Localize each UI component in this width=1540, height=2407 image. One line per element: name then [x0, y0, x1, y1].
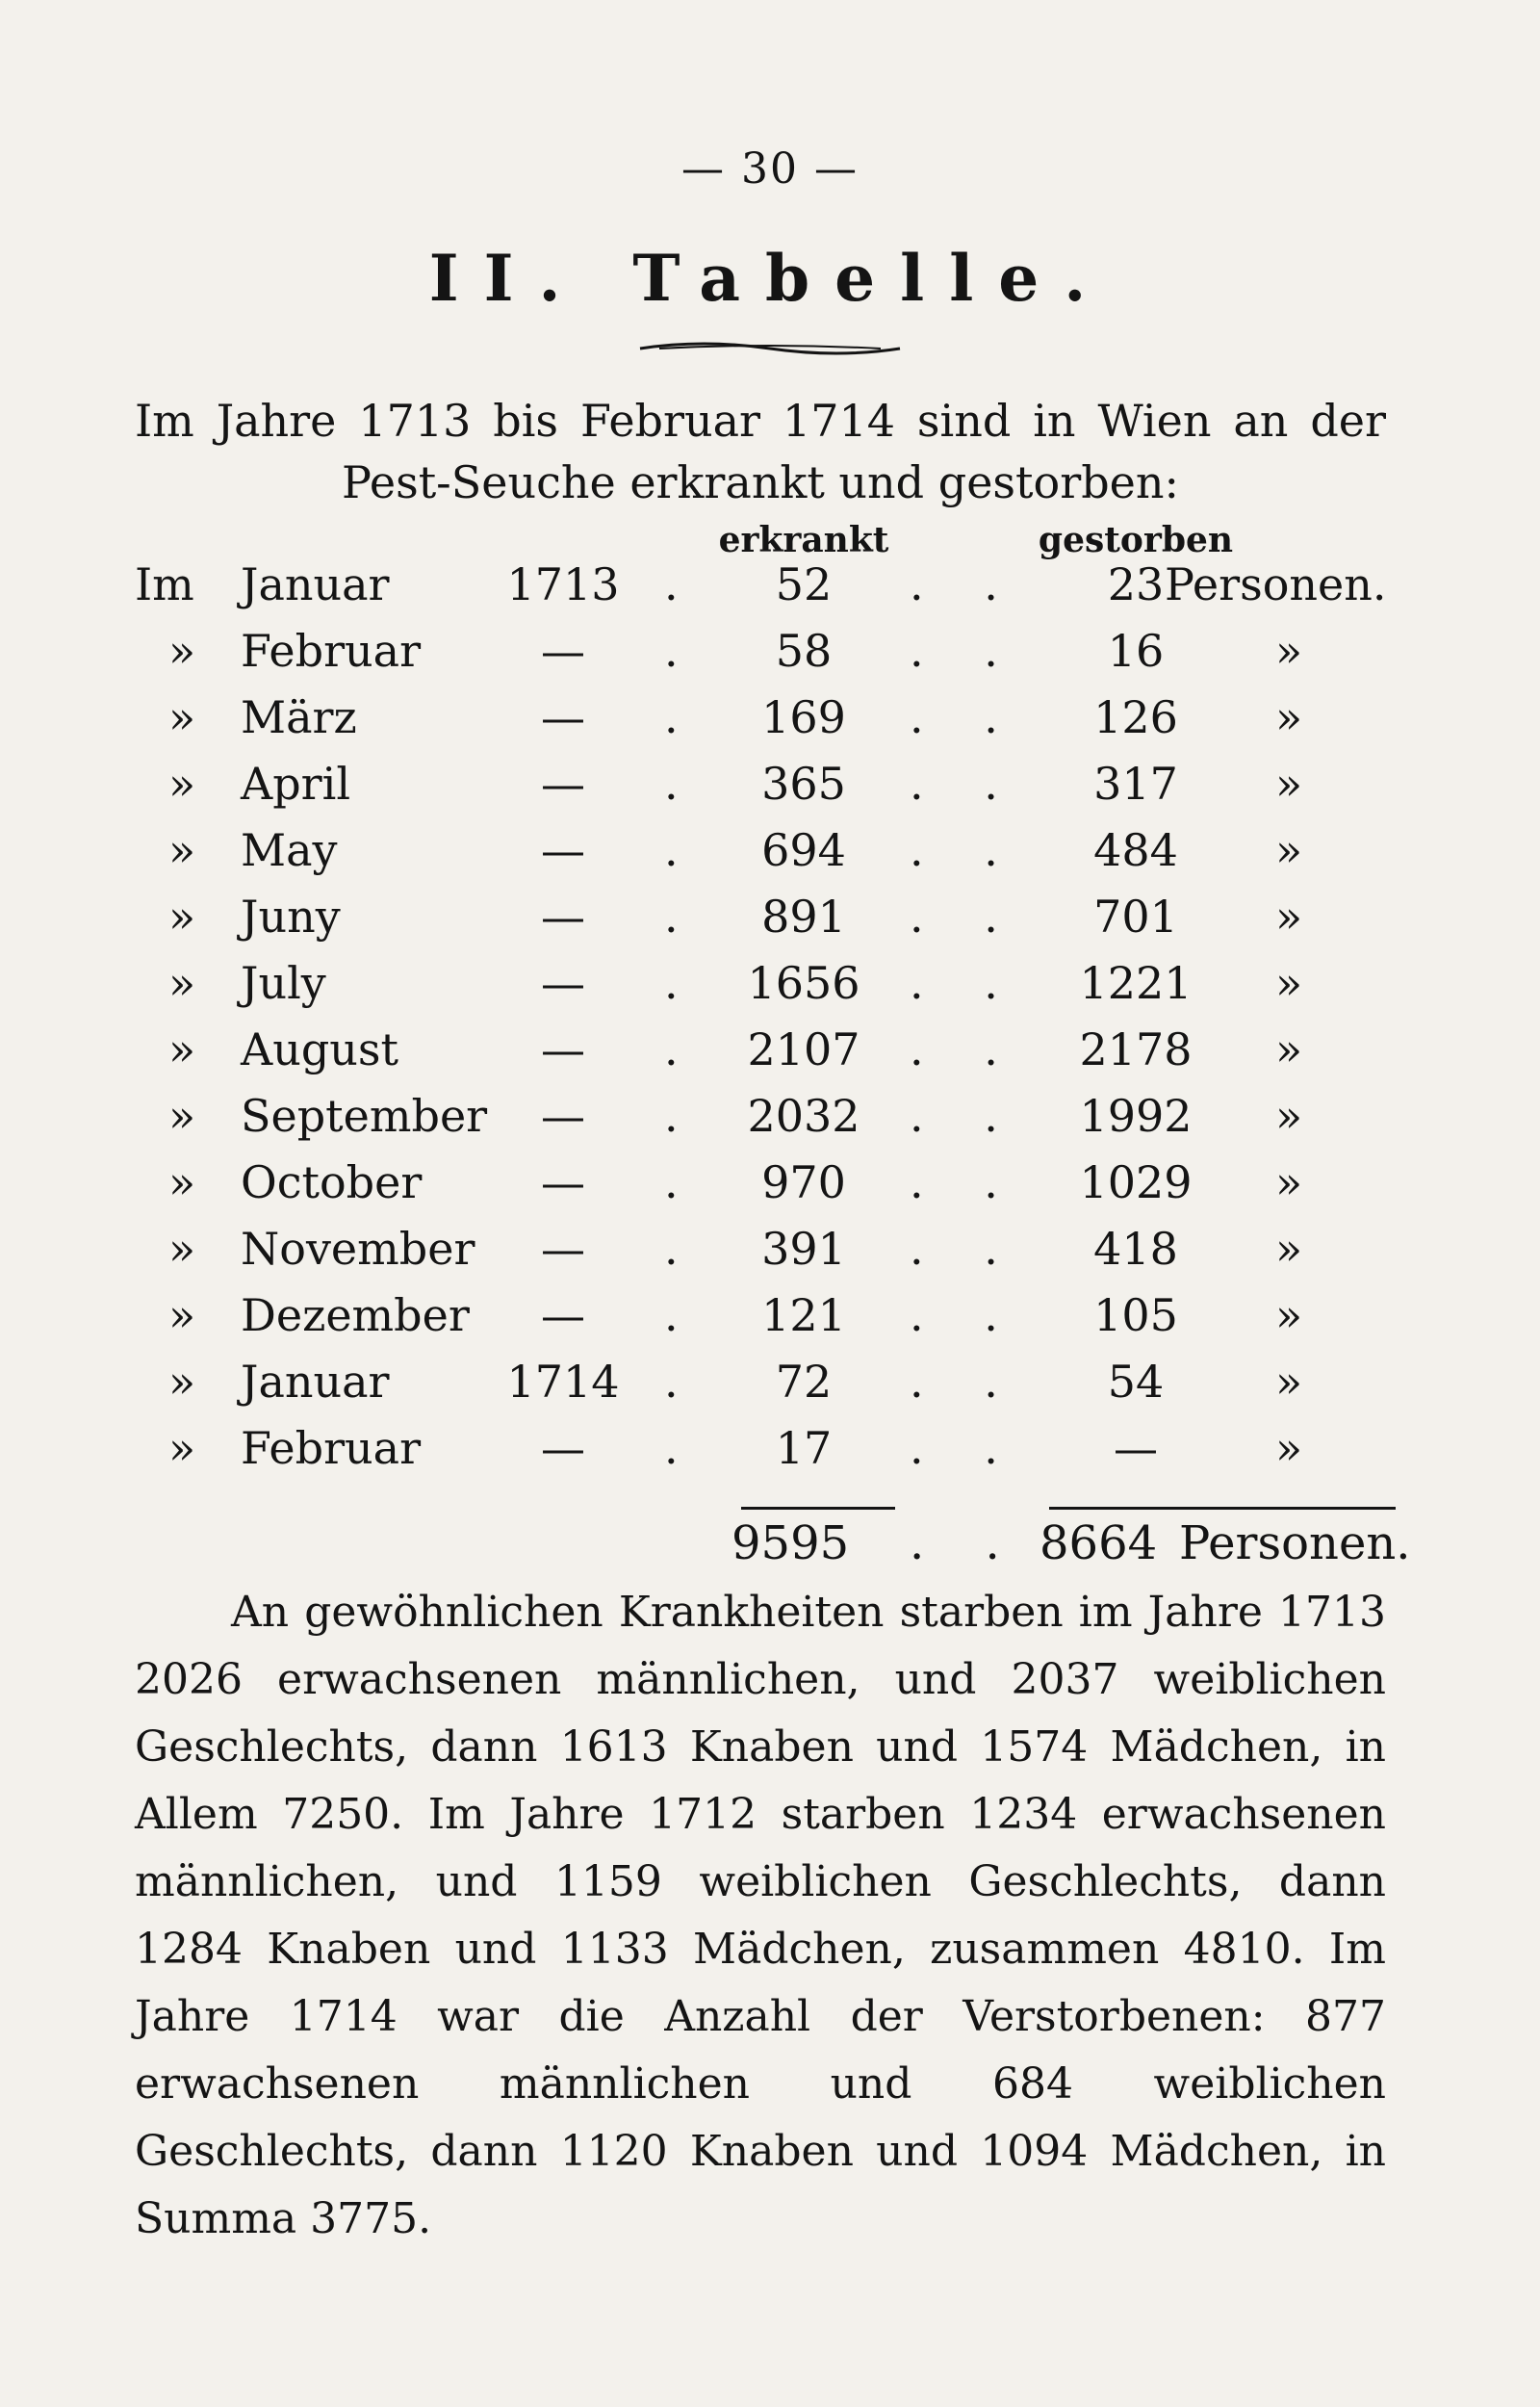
- row-year: 1714: [506, 1356, 620, 1408]
- row-unit: »: [1275, 1156, 1303, 1208]
- row-dot: .: [664, 891, 679, 943]
- row-dots: . .: [910, 1023, 1021, 1075]
- row-sick-count: 2107: [747, 1023, 860, 1075]
- row-unit: »: [1275, 691, 1303, 743]
- table-title: II. Tabelle.: [428, 241, 1112, 316]
- row-dead-count: 54: [1107, 1356, 1165, 1408]
- row-year: —: [541, 1422, 585, 1474]
- table-row: [0, 891, 1540, 958]
- row-month: Juny: [241, 891, 341, 943]
- row-prefix: Im: [135, 558, 194, 610]
- row-unit: Personen.: [1165, 558, 1387, 610]
- row-prefix: »: [168, 891, 196, 943]
- row-year: —: [541, 1023, 585, 1075]
- ornament-rule: [635, 337, 905, 360]
- table-row: [0, 1156, 1540, 1224]
- row-sick-count: 891: [761, 891, 846, 943]
- row-month: April: [241, 758, 351, 810]
- row-year: —: [541, 1156, 585, 1208]
- row-prefix: »: [168, 1023, 196, 1075]
- row-unit: »: [1275, 824, 1303, 876]
- row-dots: . .: [910, 625, 1021, 677]
- row-dead-count: 317: [1093, 758, 1178, 810]
- row-dot: .: [664, 758, 679, 810]
- row-dots: . .: [910, 1356, 1021, 1408]
- total-unit: Personen.: [1179, 1516, 1411, 1570]
- total-sick: 9595: [732, 1516, 850, 1570]
- row-month: August: [241, 1023, 399, 1075]
- row-sick-count: 58: [775, 625, 833, 677]
- row-dot: .: [664, 625, 679, 677]
- row-unit: »: [1275, 1023, 1303, 1075]
- row-month: May: [241, 824, 338, 876]
- row-month: Februar: [241, 625, 422, 677]
- row-dots: . .: [910, 1223, 1021, 1275]
- row-prefix: »: [168, 1223, 196, 1275]
- row-month: März: [241, 691, 357, 743]
- row-prefix: »: [168, 1289, 196, 1341]
- body-paragraph: An gewöhnlichen Krankheiten starben im Jahre 1713 2026 erwachsenen männlichen, und 2037 weiblichen Geschlechts, dann 1613 Knaben und 1574 Mädchen, in Allem 7250. Im Jahre 1712 starben 1234 erwachsenen männlichen, und 1159 weiblichen Geschlechts, dann 1284 Knaben und 1133 Mädchen, zusammen 4810. Im Jahre 1714 war die Anzahl der Verstorbenen: 877 erwachsenen männlichen und 684 weiblichen Geschlechts, dann 1120 Knaben und 1094 Mädchen, in Summa 3775.: [135, 1588, 1386, 2243]
- row-month: Februar: [241, 1422, 422, 1474]
- row-unit: »: [1275, 1223, 1303, 1275]
- row-sick-count: 17: [775, 1422, 833, 1474]
- row-year: 1713: [506, 558, 620, 610]
- sum-rule-dead: [1049, 1507, 1396, 1510]
- table-row: [0, 1422, 1540, 1489]
- row-dots: . .: [910, 558, 1021, 610]
- row-dead-count: 701: [1093, 891, 1178, 943]
- row-unit: »: [1275, 957, 1303, 1009]
- row-year: —: [541, 758, 585, 810]
- row-sick-count: 121: [761, 1289, 846, 1341]
- row-dead-count: 1992: [1079, 1090, 1193, 1142]
- row-dead-count: 23: [1107, 558, 1165, 610]
- table-row: [0, 824, 1540, 892]
- row-dots: . .: [910, 758, 1021, 810]
- row-dead-count: 16: [1107, 625, 1165, 677]
- table-row: [0, 558, 1540, 626]
- row-month: Januar: [241, 1356, 390, 1408]
- row-month: November: [241, 1223, 475, 1275]
- table-row: [0, 758, 1540, 825]
- column-header-dead: gestorben: [1038, 520, 1234, 560]
- row-month: October: [241, 1156, 423, 1208]
- row-sick-count: 970: [761, 1156, 846, 1208]
- column-header-sick: erkrankt: [718, 520, 889, 560]
- row-prefix: »: [168, 1090, 196, 1142]
- row-prefix: »: [168, 1356, 196, 1408]
- row-prefix: »: [168, 1156, 196, 1208]
- row-dead-count: —: [1114, 1422, 1158, 1474]
- row-sick-count: 391: [761, 1223, 846, 1275]
- row-sick-count: 169: [761, 691, 846, 743]
- row-unit: »: [1275, 1090, 1303, 1142]
- row-year: —: [541, 625, 585, 677]
- row-dot: .: [664, 1289, 679, 1341]
- row-dead-count: 105: [1093, 1289, 1178, 1341]
- row-year: —: [541, 691, 585, 743]
- row-dead-count: 418: [1093, 1223, 1178, 1275]
- row-year: —: [541, 1289, 585, 1341]
- intro-text: Im Jahre 1713 bis Februar 1714 sind in Wien an der Pest-Seuche erkrankt und gestorben:: [135, 395, 1386, 508]
- row-dot: .: [664, 558, 679, 610]
- row-sick-count: 2032: [747, 1090, 860, 1142]
- row-dots: . .: [910, 691, 1021, 743]
- row-dot: .: [664, 1223, 679, 1275]
- table-row: [0, 625, 1540, 692]
- row-sick-count: 72: [775, 1356, 833, 1408]
- table-row: [0, 1356, 1540, 1423]
- row-unit: »: [1275, 1422, 1303, 1474]
- row-unit: »: [1275, 1356, 1303, 1408]
- table-row: [0, 1289, 1540, 1357]
- row-unit: »: [1275, 758, 1303, 810]
- row-dot: .: [664, 1356, 679, 1408]
- row-year: —: [541, 1223, 585, 1275]
- row-dots: . .: [910, 891, 1021, 943]
- sum-rule-sick: [741, 1507, 895, 1510]
- row-dots: . .: [910, 957, 1021, 1009]
- row-dot: .: [664, 1422, 679, 1474]
- row-dead-count: 1029: [1079, 1156, 1193, 1208]
- row-dots: . .: [910, 1422, 1021, 1474]
- row-dot: .: [664, 1023, 679, 1075]
- table-row: [0, 1090, 1540, 1157]
- row-month: Januar: [241, 558, 390, 610]
- row-dots: . .: [910, 824, 1021, 876]
- row-prefix: »: [168, 625, 196, 677]
- row-month: Dezember: [241, 1289, 470, 1341]
- row-year: —: [541, 891, 585, 943]
- row-year: —: [541, 957, 585, 1009]
- row-dots: . .: [910, 1156, 1021, 1208]
- row-dead-count: 126: [1093, 691, 1178, 743]
- row-sick-count: 365: [761, 758, 846, 810]
- table-row: [0, 1023, 1540, 1091]
- table-row: [0, 1223, 1540, 1290]
- row-dot: .: [664, 1090, 679, 1142]
- row-dot: .: [664, 824, 679, 876]
- row-sick-count: 1656: [747, 957, 860, 1009]
- page-number: — 30 —: [681, 144, 859, 194]
- row-sick-count: 52: [775, 558, 833, 610]
- row-year: —: [541, 1090, 585, 1142]
- row-year: —: [541, 824, 585, 876]
- row-month: July: [241, 957, 326, 1009]
- row-dead-count: 2178: [1079, 1023, 1193, 1075]
- row-dead-count: 484: [1093, 824, 1178, 876]
- row-unit: »: [1275, 891, 1303, 943]
- row-prefix: »: [168, 957, 196, 1009]
- table-row: [0, 691, 1540, 759]
- row-prefix: »: [168, 824, 196, 876]
- row-dots: . .: [910, 1090, 1021, 1142]
- row-dots: . .: [910, 1289, 1021, 1341]
- row-unit: »: [1275, 625, 1303, 677]
- row-prefix: »: [168, 691, 196, 743]
- total-dots: . .: [910, 1516, 1023, 1570]
- row-month: September: [241, 1090, 488, 1142]
- row-dot: .: [664, 691, 679, 743]
- row-prefix: »: [168, 1422, 196, 1474]
- row-dead-count: 1221: [1079, 957, 1193, 1009]
- total-dead: 8664: [1040, 1516, 1158, 1570]
- row-unit: »: [1275, 1289, 1303, 1341]
- row-dot: .: [664, 1156, 679, 1208]
- row-prefix: »: [168, 758, 196, 810]
- row-sick-count: 694: [761, 824, 846, 876]
- row-dot: .: [664, 957, 679, 1009]
- table-row: [0, 957, 1540, 1024]
